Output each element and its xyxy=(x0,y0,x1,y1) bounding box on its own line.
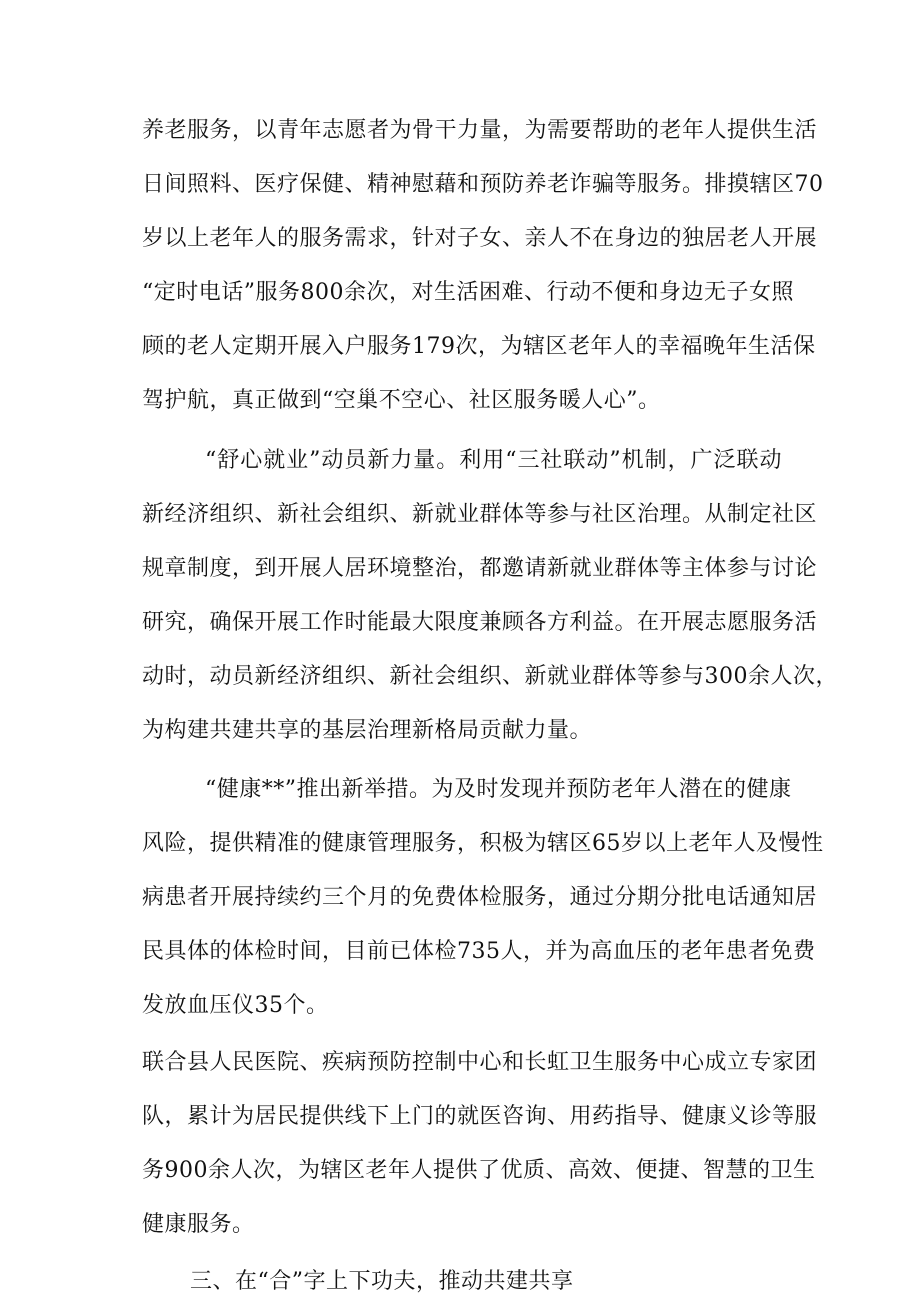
text-line: “舒心就业”动员新力量。利用“三社联动”机制，广泛联动 xyxy=(205,448,782,473)
text-line: 健康服务。 xyxy=(142,1212,255,1237)
text-line: 日间照料、医疗保健、精神慰藉和预防养老诈骗等服务。排摸辖区70 xyxy=(142,172,824,197)
text-line: “健康**”推出新举措。为及时发现并预防老年人潜在的健康 xyxy=(205,777,792,802)
text-line: 规章制度，到开展人居环境整治，都邀请新就业群体等主体参与讨论 xyxy=(142,556,818,581)
text-line: 队，累计为居民提供线下上门的就医咨询、用药指导、健康义诊等服 xyxy=(142,1104,818,1129)
text-line: 岁以上老年人的服务需求，针对子女、亲人不在身边的独居老人开展 xyxy=(142,226,818,251)
text-line: 养老服务，以青年志愿者为骨干力量，为需要帮助的老年人提供生活 xyxy=(142,118,818,143)
text-line: 研究，确保开展工作时能最大限度兼顾各方利益。在开展志愿服务活 xyxy=(142,610,818,635)
text-line: 新经济组织、新社会组织、新就业群体等参与社区治理。从制定社区 xyxy=(142,502,818,527)
text-line: 民具体的体检时间，目前已体检735人，并为高血压的老年患者免费 xyxy=(142,939,816,964)
text-line: 务900余人次，为辖区老年人提供了优质、高效、便捷、智慧的卫生 xyxy=(142,1158,816,1183)
text-line: 驾护航，真正做到“空巢不空心、社区服务暖人心”。 xyxy=(142,388,661,413)
text-line: “定时电话”服务800余次，对生活困难、行动不便和身边无子女照 xyxy=(142,280,794,305)
text-line: 顾的老人定期开展入户服务179次，为辖区老年人的幸福晚年生活保 xyxy=(142,334,816,359)
text-line: 联合县人民医院、疾病预防控制中心和长虹卫生服务中心成立专家团 xyxy=(142,1050,818,1075)
text-line: 风险，提供精准的健康管理服务，积极为辖区65岁以上老年人及慢性 xyxy=(142,831,824,856)
section-heading: 三、在“合”字上下功夫，推动共建共享 xyxy=(190,1269,574,1294)
text-line: 病患者开展持续约三个月的免费体检服务，通过分期分批电话通知居 xyxy=(142,885,818,910)
text-line: 发放血压仪35个。 xyxy=(142,993,329,1018)
text-line: 动时，动员新经济组织、新社会组织、新就业群体等参与300余人次， xyxy=(142,664,838,689)
text-line: 为构建共建共享的基层治理新格局贡献力量。 xyxy=(142,718,593,743)
